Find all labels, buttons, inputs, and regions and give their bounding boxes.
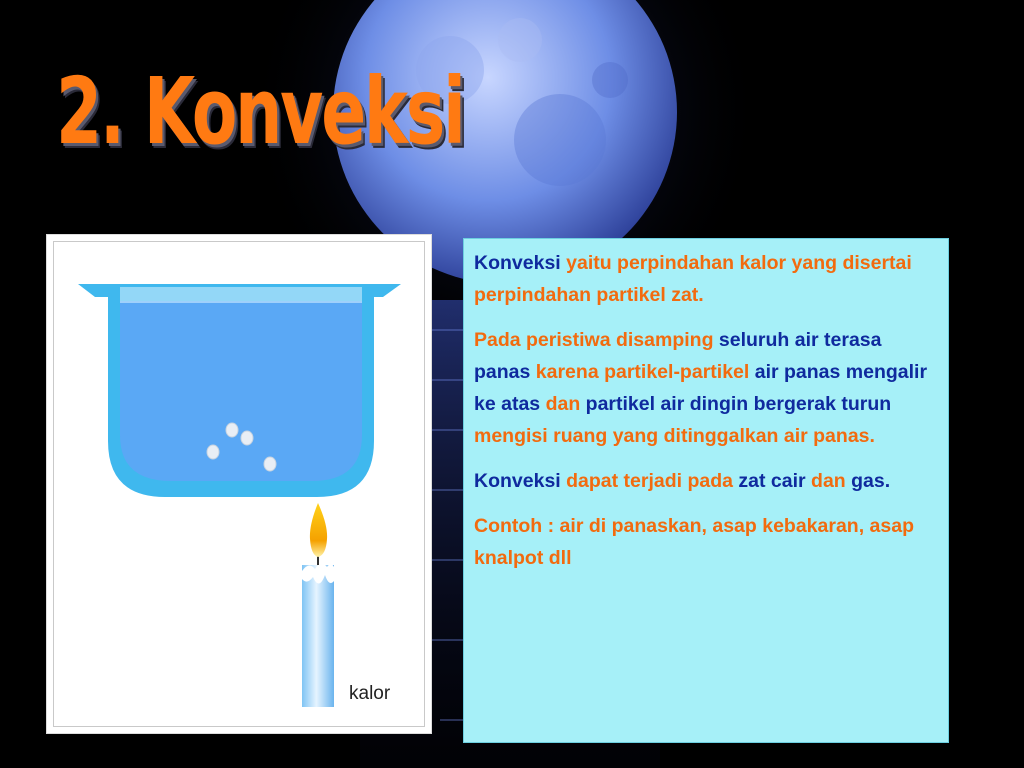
slide-title: 2. Konveksi xyxy=(56,58,464,165)
text-run: dan xyxy=(545,393,586,415)
medium-paragraph xyxy=(474,465,938,497)
flame-icon xyxy=(310,503,327,557)
definition-text-box xyxy=(463,238,949,743)
definition-paragraph xyxy=(474,247,938,311)
text-run: Contoh : air di panaskan, asap kebakaran, asap knalpot dll xyxy=(474,515,914,569)
text-run: dan xyxy=(811,470,852,492)
text-run: mengisi ruang yang ditinggalkan air panas. xyxy=(474,425,875,447)
text-run: Konveksi xyxy=(474,252,567,274)
pot-icon xyxy=(78,284,401,497)
text-run: Pada peristiwa disamping xyxy=(474,329,719,351)
text-run: dapat terjadi pada xyxy=(566,470,739,492)
text-run: Konveksi xyxy=(474,470,567,492)
text-run: zat cair xyxy=(738,470,812,492)
convection-illustration xyxy=(46,234,432,734)
candle-icon xyxy=(302,553,334,707)
text-run: gas. xyxy=(851,470,891,492)
explanation-paragraph xyxy=(474,324,938,452)
text-run: partikel air dingin bergerak turun xyxy=(585,393,892,415)
text-run: air panas mengalir ke atas xyxy=(474,361,928,415)
example-paragraph xyxy=(474,510,938,574)
kalor-label: kalor xyxy=(349,683,391,704)
text-run: seluruh air terasa panas xyxy=(474,329,882,383)
text-run: yaitu perpindahan kalor yang disertai perpindahan partikel zat. xyxy=(474,252,912,306)
text-run: karena partikel-partikel xyxy=(535,361,755,383)
